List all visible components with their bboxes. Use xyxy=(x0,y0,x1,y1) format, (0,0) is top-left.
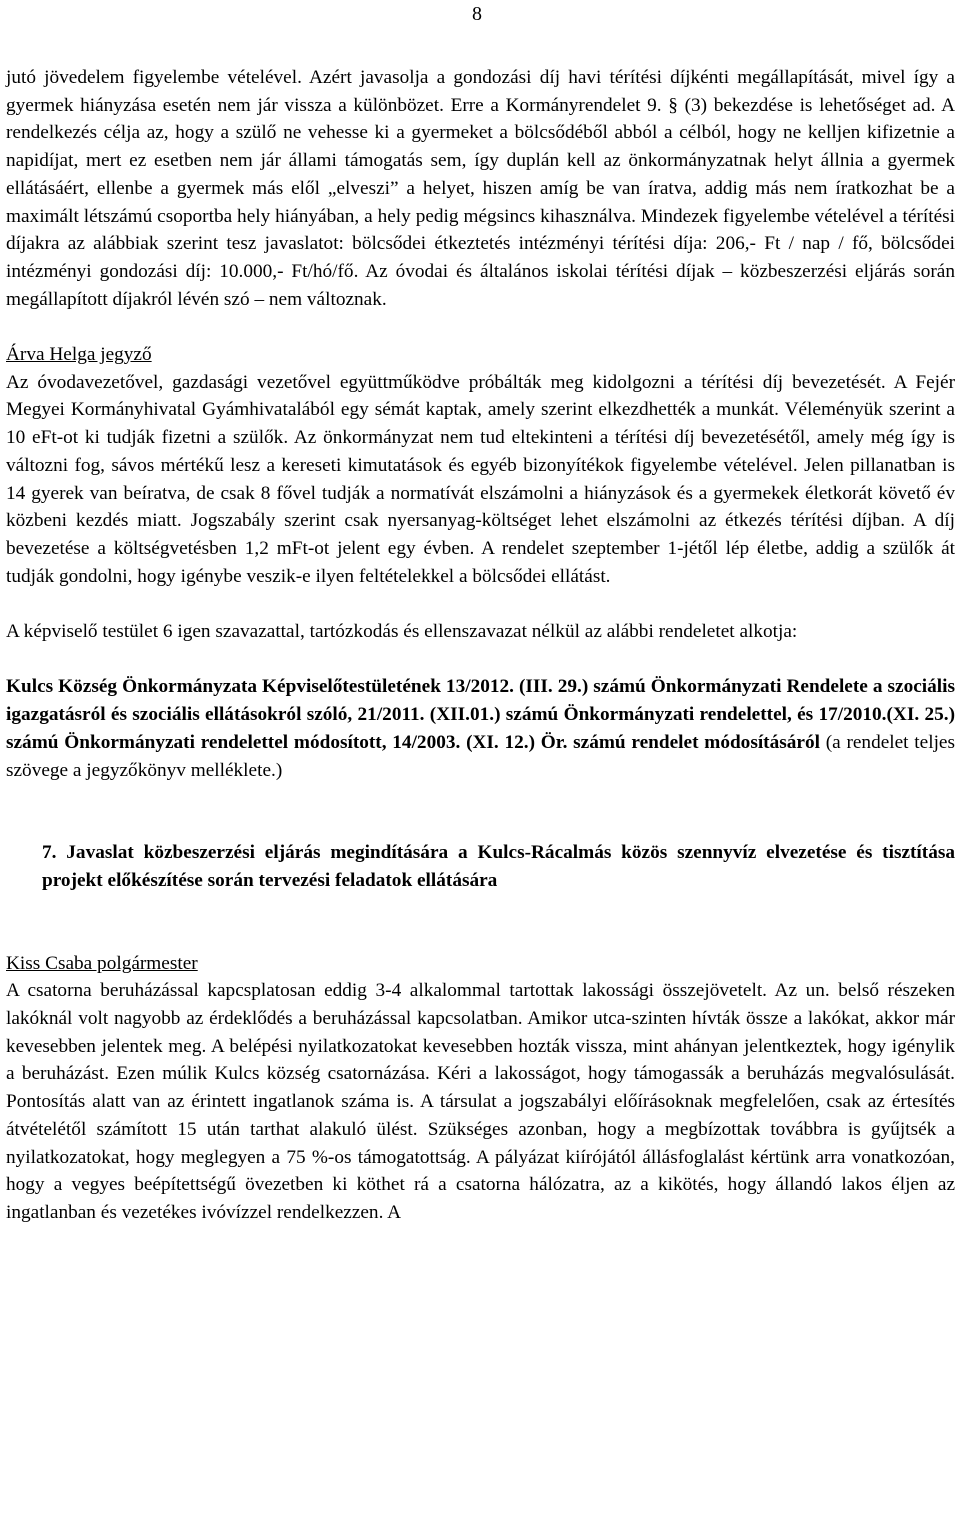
page-number: 8 xyxy=(472,3,482,25)
speaker-name-polgarmester: Kiss Csaba polgármester xyxy=(6,952,198,974)
spacer xyxy=(6,590,955,618)
decree-title: Kulcs Község Önkormányzata Képviselőtestületének 13/2012. (III. 29.) számú Önkormányzati Rendelete a szociális igazgatásról és szociális ellátásokról szóló, 21/2011. (XII.01.) számú Önkormányzati rendelettel, és 17/2010.(XI. 25.) számú Önkormányzati rendelettel módosított, 14/2003. (XI. 12.) Ör. számú rendelet módosításáról xyxy=(6,676,955,753)
decree-note: (a rendelet teljes szövege a jegyzőkönyv melléklete.) xyxy=(6,731,955,781)
spacer xyxy=(6,646,955,674)
vote-paragraph: A képviselő testület 6 igen szavazattal, tartózkodás és ellenszavazat nélkül az alábbi rendeletet alkotja: xyxy=(6,621,798,643)
spacer xyxy=(6,784,955,839)
spacer xyxy=(6,895,955,950)
speaker-statement-polgarmester: A csatorna beruházással kapcsplatosan eddig 3-4 alkalommal tartottak lakossági összejövetelt. Az un. belső részeken lakóknál volt nagyobb az érdeklődés a beruházással kapcsolatban. Amikor utca-szinten hívták össze a lakókat, akkor már kevesebben jelentek meg. A belépési nyilatkozatokat kevesebben hozták vissza, mint ahányan jelentkeztek, hogy igénylik a beruházást. Ezen múlik Kulcs község csatornázása. Kéri a lakosságot, hogy támogassák a beruházás megvalósulását. Pontosítás alatt van az érintett ingatlanok száma is. A társulat a jogszabályi előírásoknak megfelelően, csak az értesítés átvételétől számított 15 után tarthat alakuló ülést. Szükséges azonban, hogy a megbízottak továbbra is gyűjtsék a nyilatkozatokat, hogy meglegyen a 75 %-os támogatottság. A pályázat kiírójától állásfoglalást kértünk arra vonatkozóan, hogy a vegyes beépítettségű övezetben ki köthet rá a csatorna hálózatra, az a kikötés, hogy állandó lakos éljen az ingatlanban és vezetékes ivóvízzel rendelkezzen. A xyxy=(6,980,955,1223)
decree-paragraph xyxy=(6,673,955,784)
speaker-name-jegyzo: Árva Helga jegyző xyxy=(6,344,152,366)
spacer xyxy=(6,313,955,341)
intro-paragraph: jutó jövedelem figyelembe vételével. Azért javasolja a gondozási díj havi térítési díjkénti megállapítását, mivel így a gyermek hiányzása esetén nem jár vissza a különbözet. Erre a Kormányrendelet 9. § (3) bekezdése is lehetőséget ad. A rendelkezés célja az, hogy a szülő ne vehesse ki a gyermeket a bölcsődéből abból a célból, hogy ne kelljen kifizetnie a napidíjat, mert ez esetben nem jár állami támogatás sem, így duplán kell az önkormányzatnak helyt állnia a gyermek ellátásáért, ellenbe a gyermek más elől „elveszi” a helyet, hiszen amíg be van íratva, addig más nem íratkozhat be a maximált létszámú csoportba hely hiányában, a hely pedig mégsincs kihasználva. Mindezek figyelembe vételével a térítési díjakra az alábbiak szerint tesz javaslatot: bölcsődei étkeztetés intézményi térítési díja: 206,- Ft / nap / fő, bölcsődei intézményi gondozási díj: 10.000,- Ft/hó/fő. Az óvodai és általános iskolai térítési díjak – közbeszerzési eljárás során megállapított díjakról lévén szó – nem változnak. xyxy=(6,67,955,310)
agenda-item-title: 7. Javaslat közbeszerzési eljárás megindítására a Kulcs-Rácalmás közös szennyvíz elvezetése és tisztítása projekt előkészítése során tervezési feladatok ellátására xyxy=(42,842,955,891)
document-body xyxy=(6,64,955,1227)
speaker-statement-jegyzo: Az óvodavezetővel, gazdasági vezetővel együttműködve próbálták meg kidolgozni a térítési díj bevezetését. A Fejér Megyei Kormányhivatal Gyámhivatalából egy sémát kaptak, amely szerint elkezdhették a munkát. Véleményük szerint a 10 eFt-ot ki tudják fizetni a szülők. Az önkormányzat nem tud eltekinteni a térítési díj bevezetésétől, amely még így is változni fog, sávos mértékű lesz a kereseti kimutatások és egyéb bizonyítékok figyelembe vételével. Jelen pillanatban is 14 gyerek van beíratva, de csak 8 fővel tudják a normatívát elszámolni a hiányzások és a gyermekek életkorát követő év közbeni kezdés miatt. Jogszabály szerint csak nyersanyag-költséget lehet elszámolni az étkezés térítési díjban. A díj bevezetése a költségvetésben 1,2 mFt-ot jelent egy évben. A rendelet szeptember 1-jétől lép életbe, addig a szülők át tudják gondolni, hogy igénybe veszik-e ilyen feltételekkel a bölcsődei ellátást. xyxy=(6,371,955,587)
